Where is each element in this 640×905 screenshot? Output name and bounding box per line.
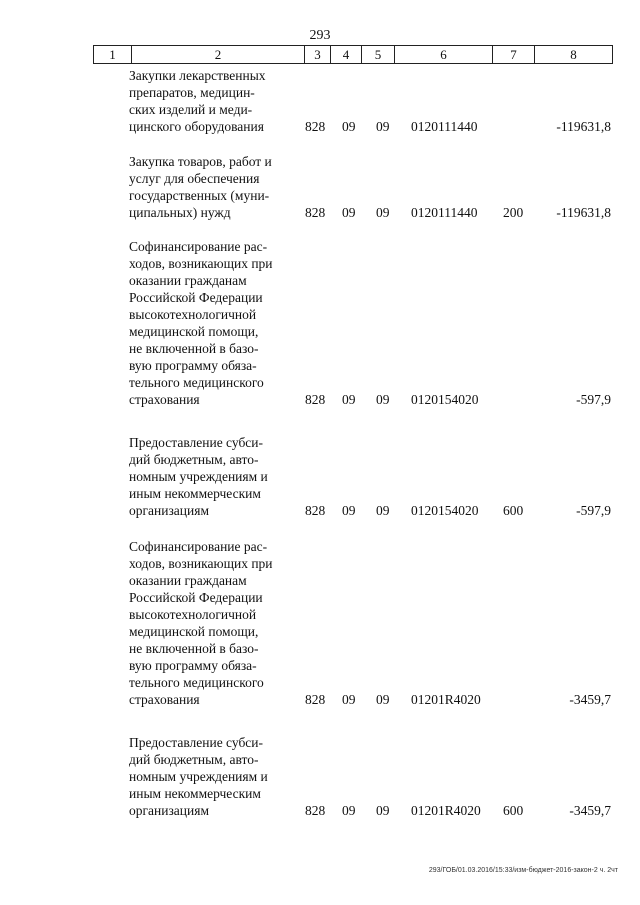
- cell-c8: -597,9: [576, 503, 611, 518]
- row-description: [129, 153, 295, 221]
- cell-c8: -3459,7: [569, 692, 611, 707]
- description-line: не включенной в базо-: [129, 641, 259, 656]
- cell-c4: 09: [342, 503, 356, 518]
- description-line: номным учреждениям и: [129, 469, 268, 484]
- description-line: тельного медицинского: [129, 675, 264, 690]
- cell-c6: 0120111440: [411, 205, 478, 220]
- description-line: высокотехнологичной: [129, 307, 257, 322]
- cell-c5: 09: [376, 692, 390, 707]
- cell-c4: 09: [342, 803, 356, 818]
- cell-c5: 09: [376, 119, 390, 134]
- header-col-3: 3: [304, 46, 330, 63]
- description-line: вую программу обяза-: [129, 658, 257, 673]
- description-line: Предоставление субси-: [129, 735, 264, 750]
- description-line: Российской Федерации: [129, 590, 263, 605]
- cell-c3: 828: [305, 503, 326, 518]
- description-line: медицинской помощи,: [129, 624, 259, 639]
- cell-c6: 01201R4020: [411, 692, 481, 707]
- cell-c5: 09: [376, 503, 390, 518]
- description-line: иным некоммерческим: [129, 486, 261, 501]
- footer-stamp: 293/ГОБ/01.03.2016/15:33/изм-бюджет-2016-закон-2 ч. 2чт: [428, 867, 618, 874]
- header-col-4: 4: [330, 46, 361, 63]
- cell-c6: 0120154020: [411, 503, 479, 518]
- table-header: [93, 45, 613, 64]
- description-line: государственных (муни-: [129, 188, 270, 203]
- cell-c6: 01201R4020: [411, 803, 481, 818]
- description-line: Предоставление субси-: [129, 435, 264, 450]
- row-description: [129, 538, 295, 708]
- cell-c7: 200: [503, 205, 524, 220]
- cell-c5: 09: [376, 392, 390, 407]
- cell-c3: 828: [305, 392, 326, 407]
- cell-c6: 0120154020: [411, 392, 479, 407]
- description-line: препаратов, медицин-: [129, 85, 255, 100]
- description-line: Софинансирование рас-: [129, 239, 268, 254]
- cell-c8: -119631,8: [556, 119, 611, 134]
- cell-c4: 09: [342, 692, 356, 707]
- header-col-7: 7: [492, 46, 534, 63]
- header-col-6: 6: [394, 46, 492, 63]
- description-line: организациям: [129, 803, 210, 818]
- cell-c3: 828: [305, 692, 326, 707]
- description-line: иным некоммерческим: [129, 786, 261, 801]
- description-line: услуг для обеспечения: [129, 171, 260, 186]
- description-line: тельного медицинского: [129, 375, 264, 390]
- cell-c8: -597,9: [576, 392, 611, 407]
- cell-c5: 09: [376, 803, 390, 818]
- row-description: [129, 67, 295, 135]
- description-line: номным учреждениям и: [129, 769, 268, 784]
- description-line: Российской Федерации: [129, 290, 263, 305]
- description-line: дий бюджетным, авто-: [129, 452, 259, 467]
- description-line: цинского оборудования: [129, 119, 264, 134]
- cell-c7: 600: [503, 503, 524, 518]
- description-line: страхования: [129, 392, 200, 407]
- description-line: ходов, возникающих при: [129, 256, 273, 271]
- description-line: медицинской помощи,: [129, 324, 259, 339]
- header-col-2: 2: [131, 46, 304, 63]
- description-line: ципальных) нужд: [129, 205, 231, 220]
- description-line: Софинансирование рас-: [129, 539, 268, 554]
- cell-c6: 0120111440: [411, 119, 478, 134]
- cell-c4: 09: [342, 119, 356, 134]
- cell-c3: 828: [305, 803, 326, 818]
- description-line: ходов, возникающих при: [129, 556, 273, 571]
- description-line: дий бюджетным, авто-: [129, 752, 259, 767]
- description-line: Закупки лекарственных: [129, 68, 266, 83]
- description-line: высокотехнологичной: [129, 607, 257, 622]
- description-line: Закупка товаров, работ и: [129, 154, 272, 169]
- description-line: оказании гражданам: [129, 273, 247, 288]
- header-col-8: 8: [534, 46, 612, 63]
- header-col-1: 1: [109, 47, 116, 62]
- row-description: [129, 434, 295, 519]
- description-line: организациям: [129, 503, 210, 518]
- cell-c5: 09: [376, 205, 390, 220]
- cell-c7: 600: [503, 803, 524, 818]
- cell-c3: 828: [305, 205, 326, 220]
- row-description: [129, 734, 295, 819]
- description-line: страхования: [129, 692, 200, 707]
- cell-c4: 09: [342, 205, 356, 220]
- cell-c3: 828: [305, 119, 326, 134]
- description-line: вую программу обяза-: [129, 358, 257, 373]
- page-number: 293: [309, 28, 331, 43]
- cell-c8: -3459,7: [569, 803, 611, 818]
- cell-c4: 09: [342, 392, 356, 407]
- header-col-5: 5: [361, 46, 394, 63]
- cell-c8: -119631,8: [556, 205, 611, 220]
- description-line: не включенной в базо-: [129, 341, 259, 356]
- description-line: ских изделий и меди-: [129, 102, 253, 117]
- row-description: [129, 238, 295, 408]
- description-line: оказании гражданам: [129, 573, 247, 588]
